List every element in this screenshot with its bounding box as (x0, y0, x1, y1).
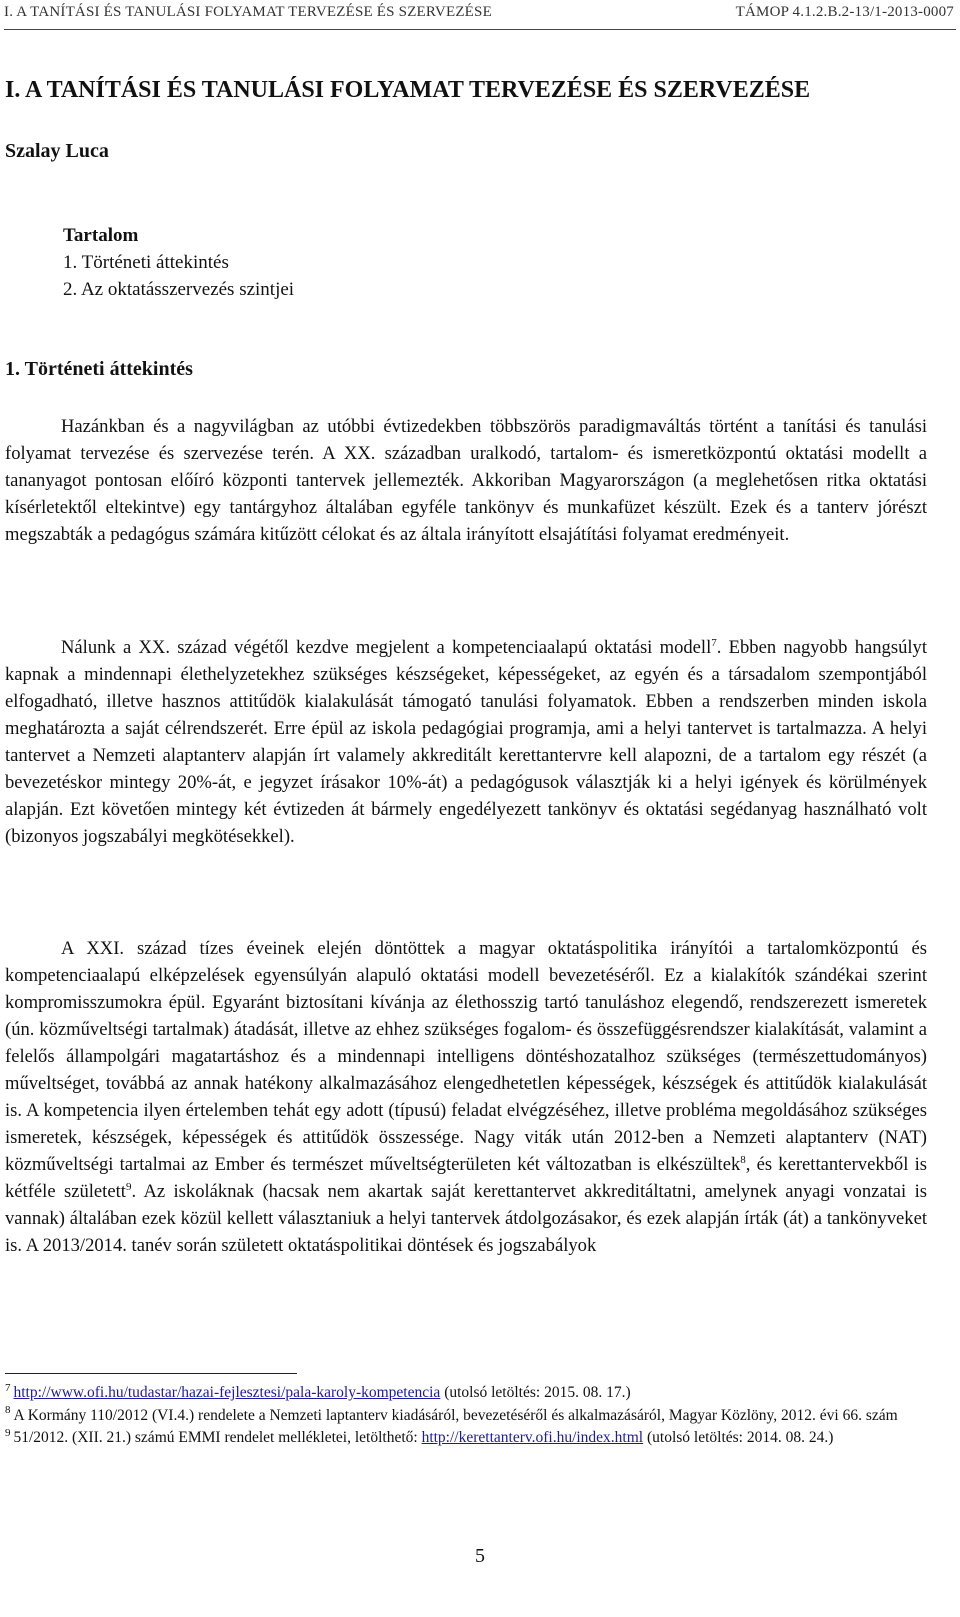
running-header-project-code: TÁMOP 4.1.2.B.2-13/1-2013-0007 (735, 4, 954, 20)
toc-title: Tartalom (63, 225, 139, 246)
footnote-9-link[interactable]: http://kerettanterv.ofi.hu/index.html (421, 1429, 644, 1446)
footnote-divider (5, 1373, 297, 1374)
chapter-title: I. A TANÍTÁSI ÉS TANULÁSI FOLYAMAT TERVEZÉSE ÉS SZERVEZÉSE (5, 77, 811, 103)
footnote-8-text: A Kormány 110/2012 (VI.4.) rendelete a Nemzeti laptanterv kiadásáról, bevezetéséről és alkalmazásáról, Magyar Közlöny, 2012. évi 66. szám (13, 1406, 898, 1424)
footnote-7-text: (utolsó letöltés: 2015. 08. 17.) (440, 1384, 631, 1401)
paragraph-3-text-b: , és kerettantervekből is kétféle született (5, 1154, 927, 1202)
paragraph-3-text-a: A XXI. század tízes éveinek elején döntöttek a magyar oktatáspolitika irányítói a tartalomközpontú és kompetenciaalapú elképzelések egyensúlyán alapuló oktatási modell bevezetéséről. Ez a kialakítók szándékai szerint kompromisszumokra épül. Egyaránt biztosítani kívánja az élethosszig tartó tanuláshoz elegendő, rendszerezett ismeretek (ún. közműveltségi tartalmak) átadását, illetve az ehhez szükséges fogalom- és összefüggésrendszer kialakítását, valamint a felelős állampolgári magatartáshoz és a mindennapi intelligens döntéshozatalhoz szükséges (természettudományos) műveltséget, továbbá az annak hatékony alkalmazásához elengedhetetlen képességek, készségek és attitűdök kialakulását is. A kompetencia ilyen értelemben tehát egy adott (típusú) feladat elvégzéséhez, illetve probléma megoldásához szükséges ismeretek, készségek, képességek és attitűdök összessége. Nagy viták után 2012-ben a Nemzeti alaptanterv (NAT) közműveltségi tartalmai az Ember és természet műveltségterületen két változatban is elkészültek (5, 938, 927, 1175)
paragraph-1 (5, 413, 927, 548)
footnote-ref-8[interactable]: 8 (740, 1153, 746, 1166)
paragraph-2-text-a: Nálunk a XX. század végétől kezdve megjelent a kompetenciaalapú oktatási modell (61, 637, 712, 658)
footnote-number: 7 (5, 1381, 11, 1394)
footnotes (5, 1382, 927, 1450)
running-header-title: I. A TANÍTÁSI ÉS TANULÁSI FOLYAMAT TERVEZÉSE ÉS SZERVEZÉSE (4, 4, 492, 20)
header-divider (4, 29, 956, 30)
footnote-8 (5, 1405, 927, 1428)
table-of-contents (63, 222, 294, 303)
paragraph-1-text: Hazánkban és a nagyvilágban az utóbbi évtizedekben többszörös paradigmaváltás történt a tanítási és tanulási folyamat tervezése és szervezése terén. A XX. században uralkodó, tartalom- és ismeretközpontú oktatási modellt a tananyagot pontosan előíró központi tantervek jellemezték. Akkoriban Magyarországon (a meglehetősen ritka oktatási kísérletektől eltekintve) egy tantárgyhoz általában egyféle tankönyv és munkafüzet készült. Ezek és a tanterv jórészt megszabták a pedagógus számára kitűzött célokat és az általa irányított elsajátítási folyamat eredményeit. (5, 416, 927, 545)
paragraph-2 (5, 634, 927, 850)
paragraph-3-text-c: . Az iskoláknak (hacsak nem akartak saját kerettantervet akkreditáltatni, amelynek anyagi vonzatai is vannak) általában ezek közül kellett választaniuk a helyi tantervek átdolgozásakor, és ezek alapján írták (át) a tankönyveket is. A 2013/2014. tanév során született oktatáspolitikai döntések és jogszabályok (5, 1181, 927, 1256)
toc-item-2: 2. Az oktatásszervezés szintjei (63, 279, 295, 300)
footnote-ref-9[interactable]: 9 (125, 1180, 132, 1193)
section-heading: 1. Történeti áttekintés (5, 358, 193, 380)
footnote-9-text-before: 51/2012. (XII. 21.) számú EMMI rendelet mellékletei, letölthető: (13, 1429, 422, 1446)
footnote-9 (5, 1427, 927, 1450)
author-name: Szalay Luca (5, 140, 109, 162)
footnote-number: 8 (5, 1404, 11, 1417)
running-header (4, 4, 956, 26)
paragraph-2-text-b: . Ebben nagyobb hangsúlyt kapnak a mindennapi élethelyzetekhez szükséges készségeket, képességeket, az egyén és a társadalom szempontjából elfogadható, illetve hasznos attitűdök kialakulását támogató tanulási folyamatok. Ebben a rendszerben minden iskola meghatározta a saját célrendszerét. Erre épül az iskola pedagógiai programja, ami a helyi tantervet is tartalmazza. A helyi tantervet a Nemzeti alaptanterv alapján írt valamely akkreditált kerettantervre kell alapozni, de a tartalom egy részét (a bevezetéskor mintegy 20%-át, e jegyzet írásakor 10%-át) a pedagógusok választják ki a helyi igények és körülmények alapján. Ezt követően mintegy két évtizeden át bármely engedélyezett tankönyv és oktatási segédanyag használható volt (bizonyos jogszabályi megkötésekkel). (5, 637, 927, 847)
paragraph-3 (5, 935, 927, 1259)
toc-item-1: 1. Történeti áttekintés (63, 252, 229, 273)
footnote-9-text-after: (utolsó letöltés: 2014. 08. 24.) (643, 1429, 834, 1446)
footnote-7 (5, 1382, 927, 1405)
footnote-number: 9 (5, 1426, 11, 1439)
page-number: 5 (475, 1545, 485, 1567)
footnote-ref-7[interactable]: 7 (711, 636, 717, 649)
footnote-7-link[interactable]: http://www.ofi.hu/tudastar/hazai-fejlesztesi/pala-karoly-kompetencia (13, 1384, 441, 1401)
